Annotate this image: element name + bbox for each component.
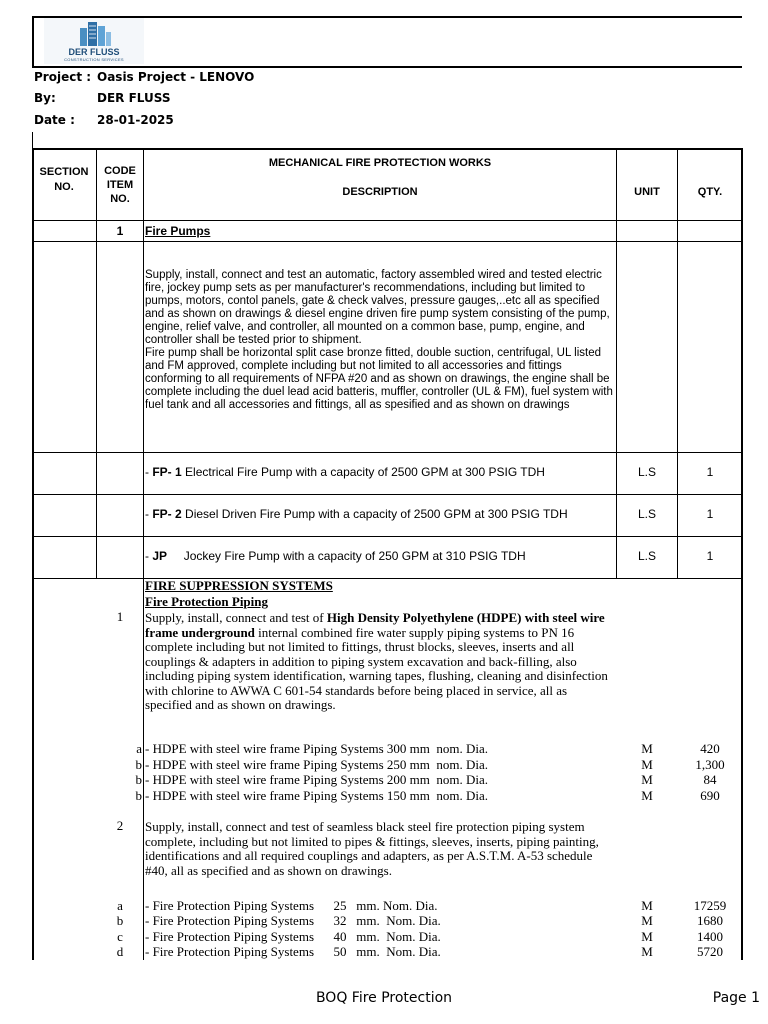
fire-pumps-description: Supply, install, connect and test an automatic, factory assembled wired and tested electric fire, jockey pump sets as per manufacturer's recommendations, including but limited to pumps, motors, contol panels, gate & check valves, pressure gauges,..etc all as specified and as shown on drawings & diesel engine driven fire pump system consisting of the pump, engine, relief valve, and controller, all mounted on a common base, pump, engine, and controller shall be tested prior to shipment. Fire pump shall be horizontal split case bronze fitted, double suction, centrifugal, UL listed and FM approved, complete including but not limited to all accessories and fittings conforming to all requirements of NFPA #20 and as shown on drawings, the engine shall be complete including the duel lead acid batteris, muffler, controller (UL & FM), fuel system with fuel tank and all accessories and fittings, all as spesified and as shown on drawings [145,269,613,411]
jp-unit: L.S [637,549,656,563]
header-works-title: MECHANICAL FIRE PROTECTION WORKS [268,157,492,169]
suppression-subtitle: Fire Protection Piping [145,594,268,609]
fp1-row-border [32,494,743,495]
project-label: Project : [34,70,92,84]
fp2-tag: FP- 2 [152,507,182,521]
header-unit: UNIT [634,186,660,198]
date-label: Date : [34,113,75,127]
fp1-tag: FP- 1 [152,465,182,479]
hdpe-row-code: b [135,757,142,772]
col-desc-unit-divider [616,148,617,578]
hdpe-row-code: a [136,741,142,756]
footer-page-number: Page 1 [712,990,760,1006]
header-code-item-no: CODE ITEM NO. [104,165,136,205]
jp-tag: JP [152,549,168,563]
logo-name: DER FLUSS [68,47,120,57]
logo-tagline: CONSTRUCTION SERVICES [64,57,124,62]
hdpe-row-text: - HDPE with steel wire frame Piping Systems 250 mm nom. Dia. [145,757,489,772]
item2-description: Supply, install, connect and test of seamless black steel fire protection piping system complete, including but not limited to pipes & fittings, sleeves, inserts, piping painting, identifications and all required couplings and adapters, as per A.S.T.M. A-53 schedule #40, all as specified and as shown on drawings. [145,819,599,878]
header-section-no: SECTION NO. [39,166,89,193]
hdpe-row-text: - HDPE with steel wire frame Piping Systems 200 mm nom. Dia. [145,772,489,787]
item1-code: 1 [116,609,124,624]
fp2-row-border [32,536,743,537]
fp1-unit: L.S [637,465,656,479]
header-bottom-border [32,220,743,221]
steel-row-unit: M [641,929,653,944]
fire-pumps-code: 1 [116,224,124,238]
by-value: DER FLUSS [97,91,171,105]
jp-description [145,549,615,563]
header-description: DESCRIPTION [342,186,418,198]
table-top-border [32,148,743,150]
fp2-text: Diesel Driven Fire Pump with a capacity of 2500 GPM at 300 PSIG TDH [181,507,568,521]
fp2-qty: 1 [706,507,714,521]
steel-row-text: - Fire Protection Piping Systems 32 mm. Nom. Dia. [145,913,441,928]
hdpe-row-text: - HDPE with steel wire frame Piping Systems 300 mm nom. Dia. [145,741,489,756]
hdpe-row-qty: 84 [703,772,717,787]
fp2-description [145,507,615,521]
jp-dash: - [145,549,153,563]
fp2-dash: - [145,507,153,521]
company-logo [44,18,144,64]
hdpe-row-code: b [135,788,142,803]
fp1-dash: - [145,465,153,479]
steel-row-unit: M [641,898,653,913]
item1-text-before: Supply, install, connect and test of [145,610,327,625]
hdpe-row-unit: M [641,772,653,787]
suppression-title: FIRE SUPPRESSION SYSTEMS [145,578,333,593]
jp-qty: 1 [706,549,714,563]
hdpe-row-unit: M [641,757,653,772]
by-label: By: [34,91,56,105]
steel-row-qty: 17259 [693,898,727,913]
hdpe-row-qty: 420 [700,741,720,756]
steel-row-qty: 5720 [697,944,723,959]
date-value: 28-01-2025 [97,113,174,127]
hdpe-row-unit: M [641,788,653,803]
header-qty: QTY. [697,186,723,198]
item1-text-bold: High Density Polyethylene (HDPE) with steel wire frame underground [145,610,605,640]
col-right-border [741,148,743,960]
col-unit-qty-divider [677,148,678,578]
steel-row-qty: 1400 [697,929,723,944]
hdpe-row-unit: M [641,741,653,756]
steel-row-text: - Fire Protection Piping Systems 40 mm. Nom. Dia. [145,929,441,944]
steel-row-code: c [117,929,123,944]
footer-title: BOQ Fire Protection [315,990,453,1006]
steel-row-text: - Fire Protection Piping Systems 25 mm. Nom. Dia. [145,898,438,913]
item2-code: 2 [116,818,124,833]
steel-row-code: b [116,913,124,928]
col-left-border [32,148,34,960]
steel-row-unit: M [641,913,653,928]
description-row-border [32,452,743,453]
hdpe-row-qty: 690 [700,788,720,803]
item1-description [145,611,615,713]
item1-text-after: internal combined fire water supply piping systems to PN 16 complete including but not limited to fittings, thrust blocks, sleeves, inserts and all couplings & adapters in addition to piping system excavation and back-filling, also including piping system identification, warning tapes, flushing, cleaning and disinfection with chlorine to AWWA C 601-54 standards before being placed in service, all as specified and as shown on drawings. [145,624,608,712]
logo-band-bottom-border [32,66,742,68]
steel-row-code: a [117,898,123,913]
hdpe-row-code: b [135,772,142,787]
steel-row-code: d [116,944,124,959]
fp1-qty: 1 [706,465,714,479]
col-section-code-divider [96,148,97,578]
project-value: Oasis Project - LENOVO [97,70,255,84]
fp1-description [145,465,615,479]
hdpe-row-qty: 1,300 [695,757,725,772]
fire-pumps-row-border [32,241,743,242]
fp1-text: Electrical Fire Pump with a capacity of 2500 GPM at 300 PSIG TDH [181,465,545,479]
jp-row-border [32,578,743,579]
fire-pumps-title: Fire Pumps [145,224,211,238]
col-code-desc-divider [143,148,144,960]
logo-band-left-border [32,16,34,68]
fp2-unit: L.S [637,507,656,521]
steel-row-unit: M [641,944,653,959]
steel-row-text: - Fire Protection Piping Systems 50 mm. Nom. Dia. [145,944,441,959]
steel-row-qty: 1680 [697,913,723,928]
hdpe-row-text: - HDPE with steel wire frame Piping Systems 150 mm nom. Dia. [145,788,489,803]
jp-text: Jockey Fire Pump with a capacity of 250 GPM at 310 PSIG TDH [167,549,526,563]
